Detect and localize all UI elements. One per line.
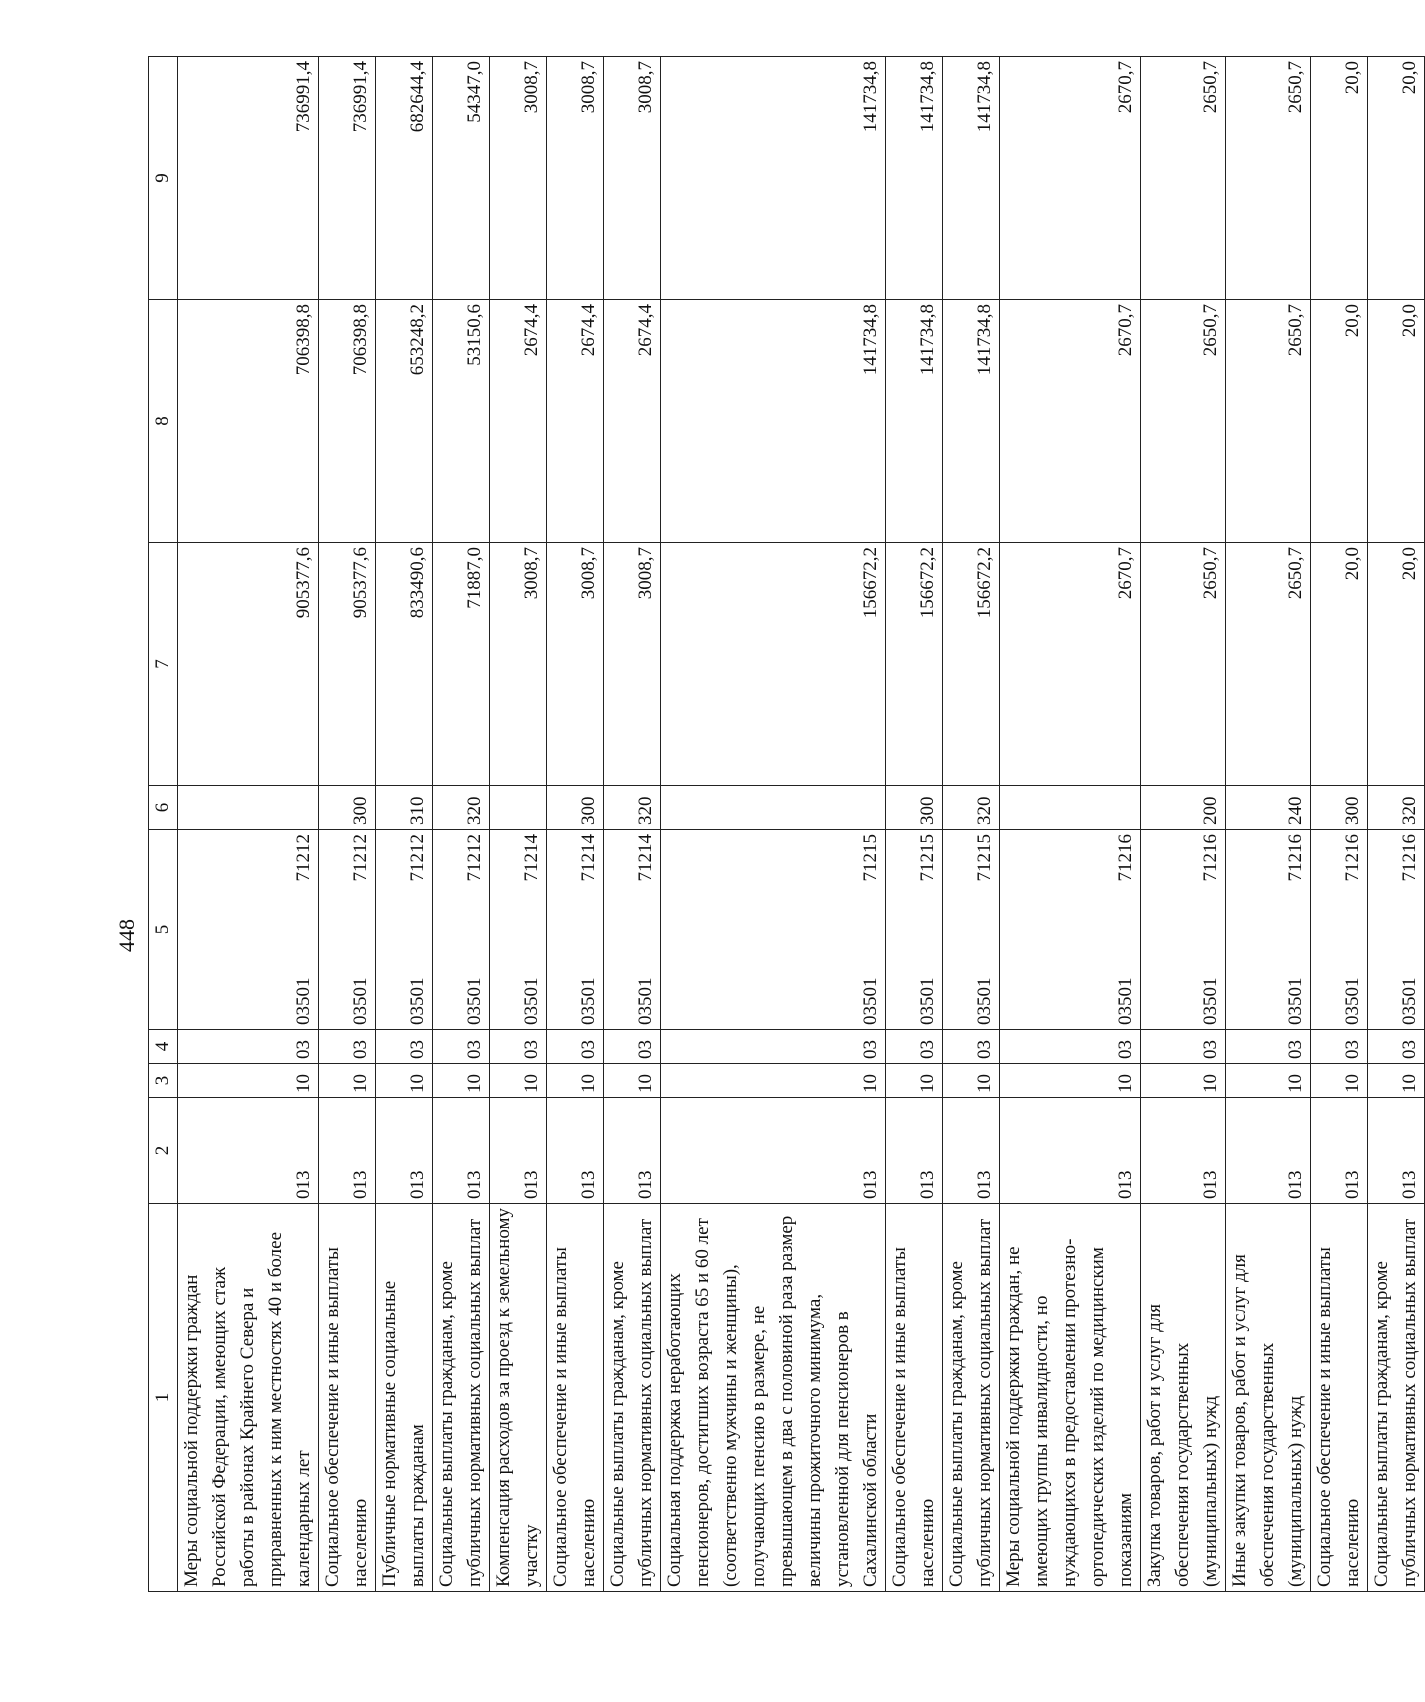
cell-section: 10 [1226, 1064, 1311, 1098]
target-article-program: 03501 [407, 977, 428, 1025]
cell-amount-year1: 2670,7 [1000, 543, 1141, 786]
cell-subsection: 03 [886, 1030, 943, 1064]
cell-expense-type [178, 786, 319, 830]
cell-amount-year1: 2650,7 [1141, 543, 1226, 786]
row-name: Социальные выплаты гражданам, кроме публичных нормативных социальных выплат [943, 1204, 1000, 1592]
cell-amount-year2: 53150,6 [433, 300, 490, 543]
table-row [1000, 57, 1141, 1592]
cell-amount-year1: 3008,7 [490, 543, 547, 786]
cell-ministry-code: 013 [943, 1098, 1000, 1204]
target-article-direction: 71215 [860, 834, 881, 882]
cell-amount-year1: 905377,6 [319, 543, 376, 786]
row-name: Меры социальной поддержки граждан Российской Федерации, имеющих стаж работы в районах Крайнего Севера и приравненных к ним местностях 40 и более календарных лет [178, 1204, 319, 1592]
cell-target-article [547, 830, 604, 1030]
table-row [178, 57, 319, 1592]
target-article-program: 03501 [860, 977, 881, 1025]
target-article-direction: 71214 [521, 834, 542, 882]
target-article-direction: 71216 [1200, 834, 1221, 882]
row-name: Социальное обеспечение и иные выплаты населению [886, 1204, 943, 1592]
target-article-direction: 71212 [293, 834, 314, 882]
cell-amount-year3: 141734,8 [661, 57, 886, 300]
cell-expense-type: 320 [1368, 786, 1425, 830]
target-article-direction: 71215 [917, 834, 938, 882]
header-cell: 5 [149, 830, 178, 1030]
row-name: Закупка товаров, работ и услуг для обеспечения государственных (муниципальных) нужд [1141, 1204, 1226, 1592]
header-cell: 9 [149, 57, 178, 300]
cell-ministry-code: 013 [490, 1098, 547, 1204]
target-article-direction: 71215 [974, 834, 995, 882]
cell-section: 10 [886, 1064, 943, 1098]
cell-amount-year3: 2650,7 [1141, 57, 1226, 300]
cell-section: 10 [661, 1064, 886, 1098]
target-article-program: 03501 [635, 977, 656, 1025]
cell-amount-year3: 2670,7 [1000, 57, 1141, 300]
cell-amount-year3: 682644,4 [376, 57, 433, 300]
table-row [1311, 57, 1368, 1592]
cell-target-article [490, 830, 547, 1030]
cell-ministry-code: 013 [547, 1098, 604, 1204]
cell-amount-year2: 2674,4 [490, 300, 547, 543]
cell-target-article [1368, 830, 1425, 1030]
cell-section: 10 [178, 1064, 319, 1098]
cell-amount-year1: 20,0 [1311, 543, 1368, 786]
cell-amount-year3: 3008,7 [547, 57, 604, 300]
cell-ministry-code: 013 [1368, 1098, 1425, 1204]
row-name: Социальное обеспечение и иные выплаты населению [1311, 1204, 1368, 1592]
target-article-program: 03501 [293, 977, 314, 1025]
cell-target-article [433, 830, 490, 1030]
cell-ministry-code: 013 [1226, 1098, 1311, 1204]
cell-amount-year2: 20,0 [1311, 300, 1368, 543]
cell-section: 10 [1311, 1064, 1368, 1098]
cell-amount-year1: 156672,2 [943, 543, 1000, 786]
cell-subsection: 03 [943, 1030, 1000, 1064]
table-row [661, 57, 886, 1592]
cell-section: 10 [433, 1064, 490, 1098]
target-article-direction: 71214 [635, 834, 656, 882]
cell-expense-type: 300 [319, 786, 376, 830]
cell-amount-year1: 71887,0 [433, 543, 490, 786]
target-article-program: 03501 [917, 977, 938, 1025]
row-name: Социальная поддержка неработающих пенсионеров, достигших возраста 65 и 60 лет (соответственно мужчины и женщины), получающих пенсию в размере, не превышающем в два с половиной раза размер величины прожиточного минимума, установленной для пенсионеров в Сахалинской области [661, 1204, 886, 1592]
header-cell: 7 [149, 543, 178, 786]
cell-ministry-code: 013 [178, 1098, 319, 1204]
table-row [943, 57, 1000, 1592]
row-name: Социальное обеспечение и иные выплаты населению [547, 1204, 604, 1592]
target-article-program: 03501 [1399, 977, 1420, 1025]
cell-amount-year3: 736991,4 [319, 57, 376, 300]
cell-expense-type: 200 [1141, 786, 1226, 830]
cell-target-article [1311, 830, 1368, 1030]
target-article-program: 03501 [1115, 977, 1136, 1025]
cell-section: 10 [1141, 1064, 1226, 1098]
row-name: Социальное обеспечение и иные выплаты населению [319, 1204, 376, 1592]
target-article-direction: 71216 [1285, 834, 1306, 882]
cell-amount-year2: 2674,4 [547, 300, 604, 543]
cell-expense-type [490, 786, 547, 830]
cell-ministry-code: 013 [604, 1098, 661, 1204]
table-row [547, 57, 604, 1592]
cell-amount-year2: 141734,8 [943, 300, 1000, 543]
cell-ministry-code: 013 [1311, 1098, 1368, 1204]
table-row [319, 57, 376, 1592]
cell-amount-year1: 905377,6 [178, 543, 319, 786]
cell-subsection: 03 [604, 1030, 661, 1064]
row-name: Социальные выплаты гражданам, кроме публичных нормативных социальных выплат [1368, 1204, 1425, 1592]
cell-amount-year2: 2650,7 [1141, 300, 1226, 543]
cell-amount-year3: 2650,7 [1226, 57, 1311, 300]
table-row [1368, 57, 1425, 1592]
cell-section: 10 [490, 1064, 547, 1098]
cell-ministry-code: 013 [886, 1098, 943, 1204]
cell-amount-year1: 833490,6 [376, 543, 433, 786]
cell-ministry-code: 013 [1000, 1098, 1141, 1204]
cell-amount-year1: 3008,7 [604, 543, 661, 786]
cell-subsection: 03 [1000, 1030, 1141, 1064]
header-cell: 4 [149, 1030, 178, 1064]
cell-amount-year1: 156672,2 [661, 543, 886, 786]
target-article-direction: 71212 [464, 834, 485, 882]
cell-amount-year2: 653248,2 [376, 300, 433, 543]
cell-section: 10 [943, 1064, 1000, 1098]
cell-subsection: 03 [1311, 1030, 1368, 1064]
cell-expense-type: 300 [886, 786, 943, 830]
cell-target-article [1141, 830, 1226, 1030]
target-article-program: 03501 [350, 977, 371, 1025]
cell-expense-type: 320 [943, 786, 1000, 830]
cell-amount-year2: 706398,8 [178, 300, 319, 543]
cell-section: 10 [604, 1064, 661, 1098]
cell-ministry-code: 013 [376, 1098, 433, 1204]
cell-amount-year1: 20,0 [1368, 543, 1425, 786]
row-name: Меры социальной поддержки граждан, не имеющих группы инвалидности, но нуждающихся в предоставлении протезно-ортопедических изделий по медицинским показаниям [1000, 1204, 1141, 1592]
cell-section: 10 [376, 1064, 433, 1098]
cell-ministry-code: 013 [433, 1098, 490, 1204]
rotated-page [114, 57, 1420, 1592]
target-article-direction: 71216 [1115, 834, 1136, 882]
cell-amount-year3: 141734,8 [886, 57, 943, 300]
header-cell: 2 [149, 1098, 178, 1204]
cell-target-article [1226, 830, 1311, 1030]
target-article-direction: 71212 [407, 834, 428, 882]
table-row [604, 57, 661, 1592]
cell-amount-year3: 3008,7 [490, 57, 547, 300]
row-name: Иные закупки товаров, работ и услуг для обеспечения государственных (муниципальных) нужд [1226, 1204, 1311, 1592]
cell-amount-year2: 2674,4 [604, 300, 661, 543]
header-cell: 6 [149, 786, 178, 830]
cell-subsection: 03 [661, 1030, 886, 1064]
cell-section: 10 [1368, 1064, 1425, 1098]
cell-subsection: 03 [178, 1030, 319, 1064]
page-number: 448 [114, 919, 139, 952]
cell-subsection: 03 [490, 1030, 547, 1064]
table-row [886, 57, 943, 1592]
cell-amount-year1: 3008,7 [547, 543, 604, 786]
target-article-program: 03501 [578, 977, 599, 1025]
row-name: Компенсация расходов за проезд к земельному участку [490, 1204, 547, 1592]
target-article-program: 03501 [521, 977, 542, 1025]
cell-amount-year3: 20,0 [1311, 57, 1368, 300]
cell-target-article [319, 830, 376, 1030]
cell-amount-year2: 706398,8 [319, 300, 376, 543]
target-article-program: 03501 [1285, 977, 1306, 1025]
cell-expense-type: 310 [376, 786, 433, 830]
cell-section: 10 [547, 1064, 604, 1098]
cell-amount-year3: 736991,4 [178, 57, 319, 300]
table-row [433, 57, 490, 1592]
cell-ministry-code: 013 [1141, 1098, 1226, 1204]
cell-amount-year2: 2650,7 [1226, 300, 1311, 543]
target-article-program: 03501 [1342, 977, 1363, 1025]
cell-expense-type: 300 [547, 786, 604, 830]
cell-amount-year1: 2650,7 [1226, 543, 1311, 786]
cell-ministry-code: 013 [319, 1098, 376, 1204]
row-name: Публичные нормативные социальные выплаты гражданам [376, 1204, 433, 1592]
cell-expense-type [1000, 786, 1141, 830]
target-article-program: 03501 [464, 977, 485, 1025]
cell-expense-type: 300 [1311, 786, 1368, 830]
row-name: Социальные выплаты гражданам, кроме публичных нормативных социальных выплат [604, 1204, 661, 1592]
cell-amount-year3: 20,0 [1368, 57, 1425, 300]
table-row [1226, 57, 1311, 1592]
cell-amount-year3: 141734,8 [943, 57, 1000, 300]
table-row [1141, 57, 1226, 1592]
cell-subsection: 03 [547, 1030, 604, 1064]
cell-target-article [886, 830, 943, 1030]
table-row [376, 57, 433, 1592]
cell-expense-type [661, 786, 886, 830]
cell-amount-year2: 141734,8 [886, 300, 943, 543]
cell-target-article [376, 830, 433, 1030]
target-article-direction: 71216 [1399, 834, 1420, 882]
target-article-direction: 71212 [350, 834, 371, 882]
cell-amount-year3: 3008,7 [604, 57, 661, 300]
cell-target-article [661, 830, 886, 1030]
cell-amount-year2: 2670,7 [1000, 300, 1141, 543]
cell-target-article [604, 830, 661, 1030]
cell-target-article [1000, 830, 1141, 1030]
cell-amount-year1: 156672,2 [886, 543, 943, 786]
cell-section: 10 [1000, 1064, 1141, 1098]
cell-ministry-code: 013 [661, 1098, 886, 1204]
cell-target-article [943, 830, 1000, 1030]
cell-amount-year2: 20,0 [1368, 300, 1425, 543]
cell-section: 10 [319, 1064, 376, 1098]
header-row [149, 57, 178, 1592]
cell-subsection: 03 [319, 1030, 376, 1064]
target-article-program: 03501 [974, 977, 995, 1025]
cell-subsection: 03 [1368, 1030, 1425, 1064]
header-cell: 3 [149, 1064, 178, 1098]
cell-subsection: 03 [1141, 1030, 1226, 1064]
cell-amount-year3: 54347,0 [433, 57, 490, 300]
target-article-direction: 71214 [578, 834, 599, 882]
cell-subsection: 03 [376, 1030, 433, 1064]
header-cell: 1 [149, 1204, 178, 1592]
cell-expense-type: 320 [433, 786, 490, 830]
cell-amount-year2: 141734,8 [661, 300, 886, 543]
cell-target-article [178, 830, 319, 1030]
cell-expense-type: 320 [604, 786, 661, 830]
cell-expense-type: 240 [1226, 786, 1311, 830]
row-name: Социальные выплаты гражданам, кроме публичных нормативных социальных выплат [433, 1204, 490, 1592]
target-article-program: 03501 [1200, 977, 1221, 1025]
budget-table [148, 56, 1425, 1592]
table-row [490, 57, 547, 1592]
cell-subsection: 03 [433, 1030, 490, 1064]
target-article-direction: 71216 [1342, 834, 1363, 882]
header-cell: 8 [149, 300, 178, 543]
cell-subsection: 03 [1226, 1030, 1311, 1064]
